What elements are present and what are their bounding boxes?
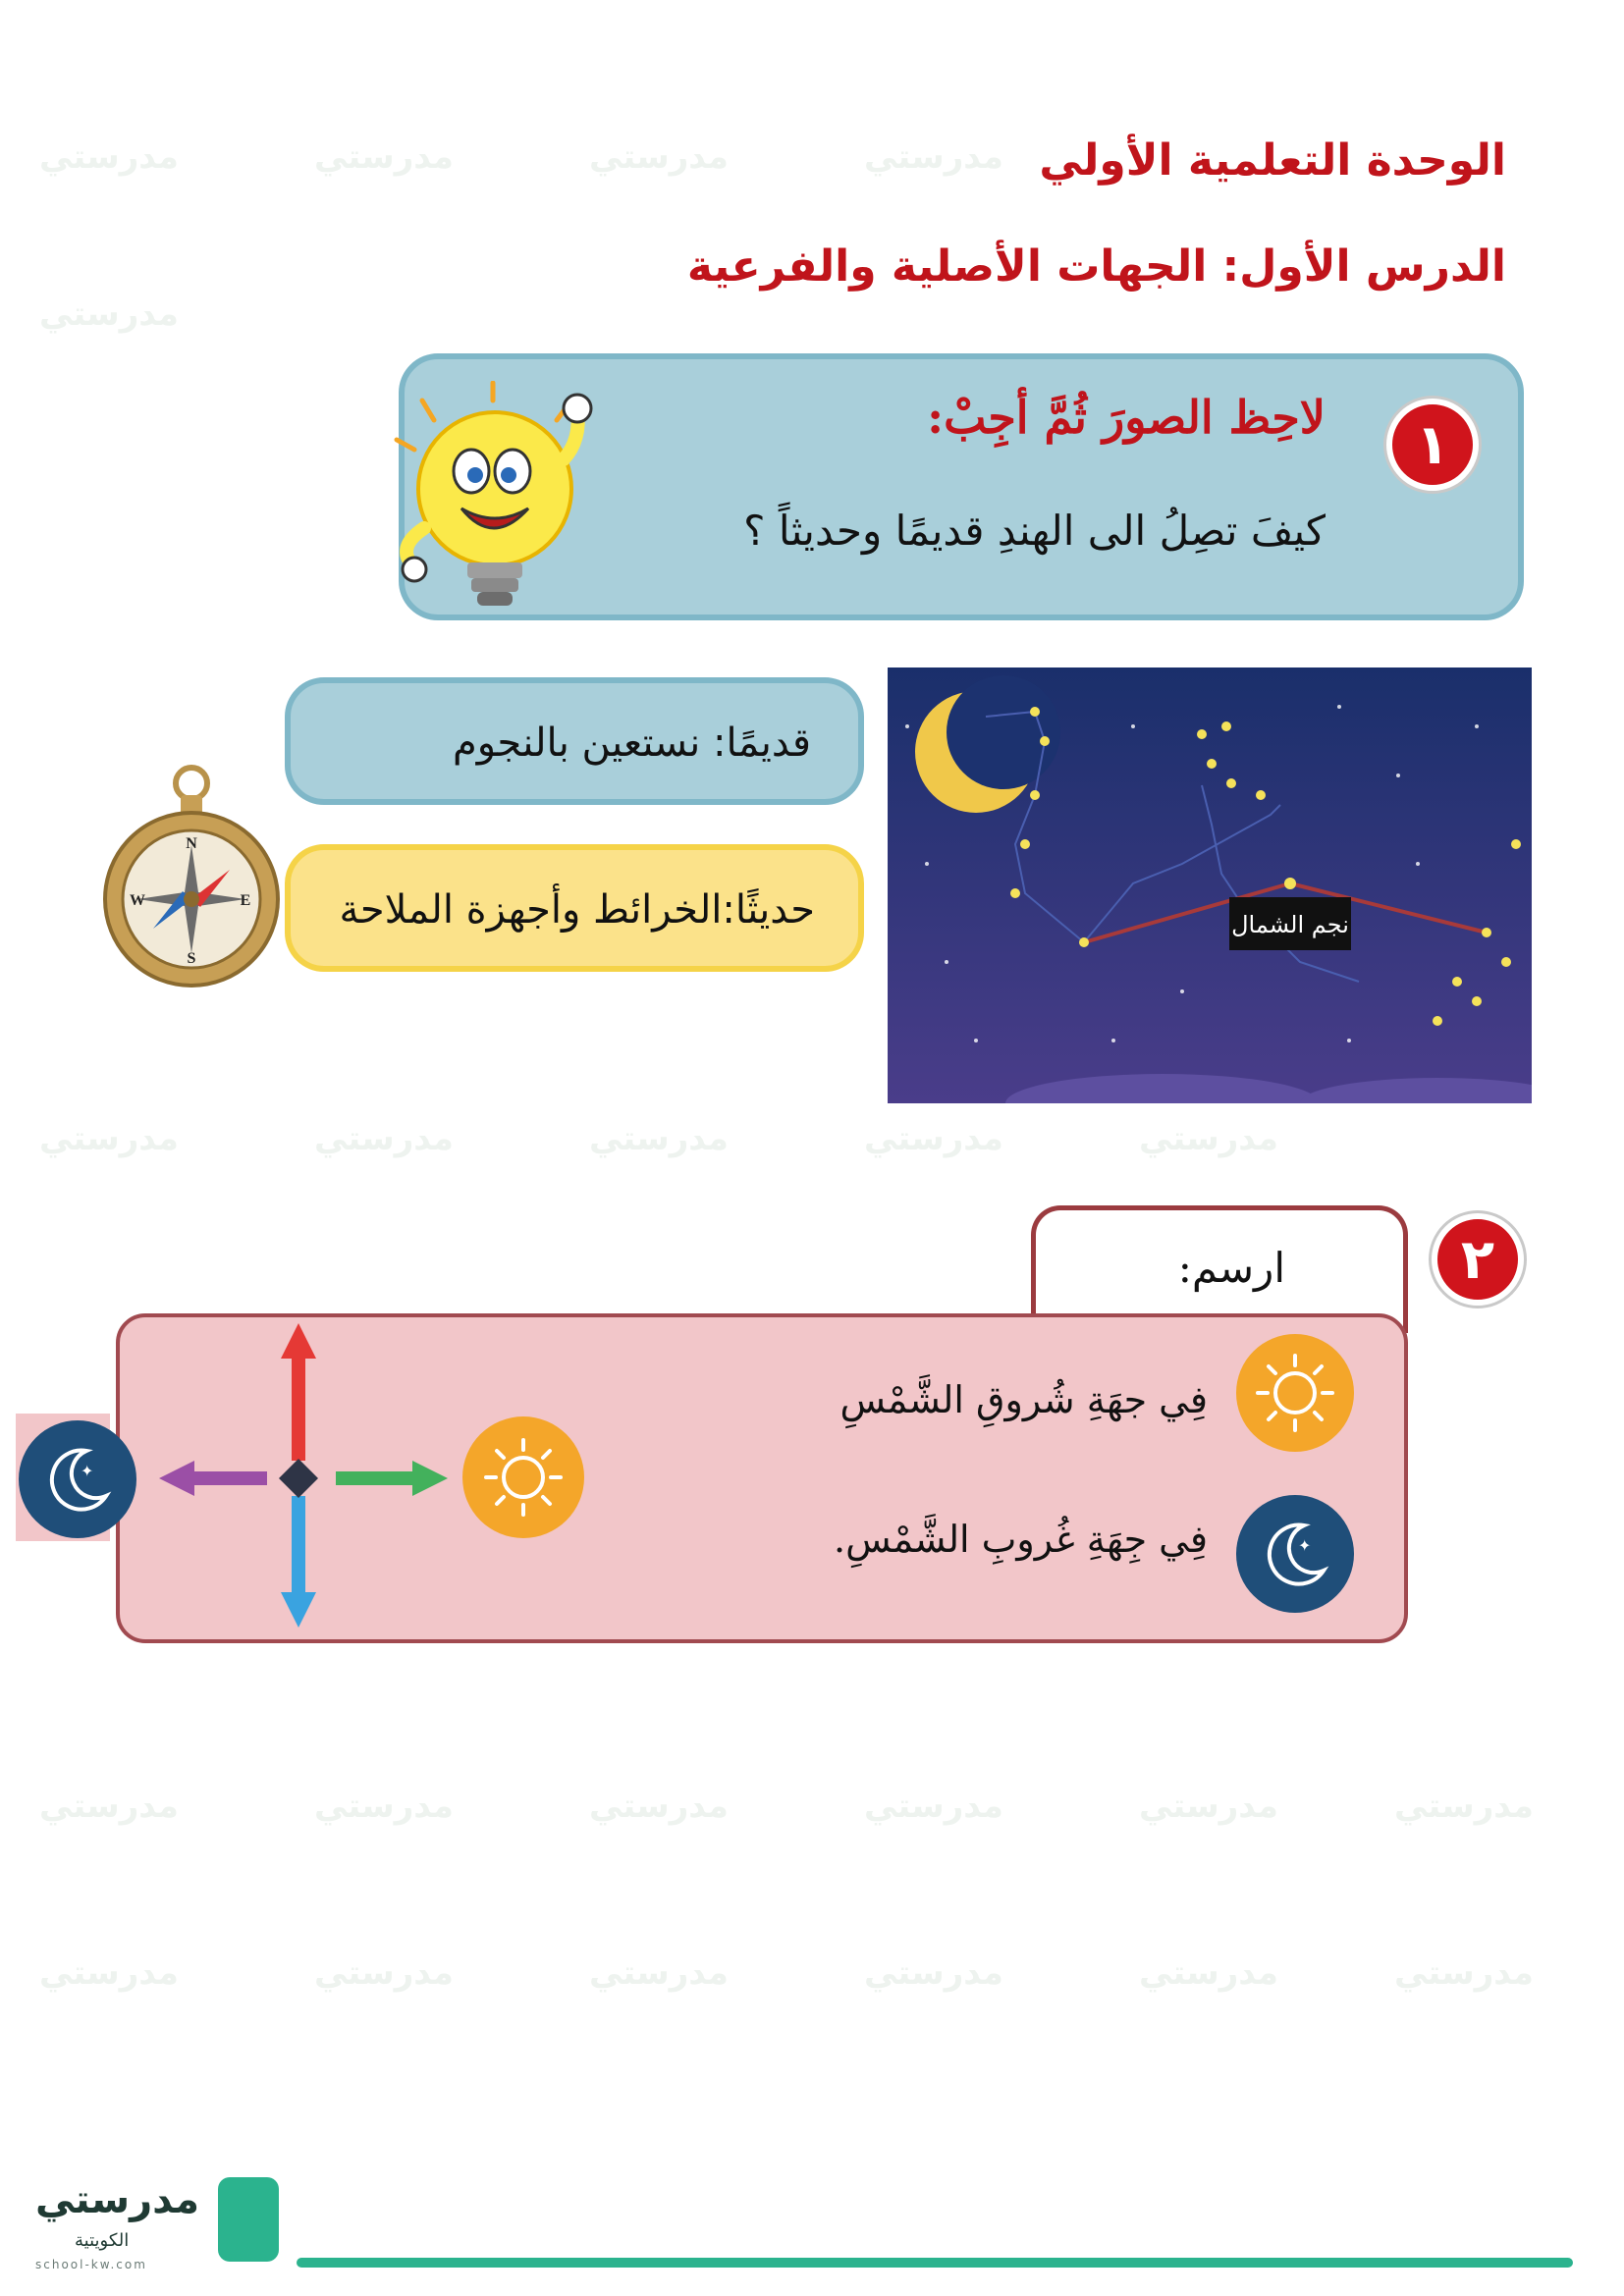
answer-old-box (285, 677, 864, 805)
watermark-text: مدرستي (39, 137, 179, 177)
lightbulb-character-icon (385, 381, 611, 626)
watermark-text: مدرستي (314, 1119, 454, 1158)
sun-icon (1233, 1331, 1357, 1455)
watermark-text: مدرستي (39, 294, 179, 334)
watermark-text: مدرستي (589, 1953, 729, 1993)
watermark-text: مدرستي (589, 1119, 729, 1158)
exercise-number-badge: ٢ (1432, 1213, 1524, 1306)
watermark-text: مدرستي (1139, 1787, 1278, 1826)
unit-title: الوحدة التعلمية الأولي (1039, 135, 1506, 186)
compass-e-label: E (240, 892, 251, 909)
compass-s-label: S (187, 950, 196, 967)
exercise-1-question: كيفَ تصِلُ الى الهندِ قديمًا وحديثاً ؟ (743, 507, 1326, 555)
watermark-text: مدرستي (864, 1787, 1003, 1826)
watermark-text: مدرستي (39, 1787, 179, 1826)
sunrise-row-text: فِي جهَةِ شُروقِ الشَّمْسِ (839, 1378, 1208, 1421)
answer-new-box (285, 844, 864, 972)
sun-icon (460, 1414, 587, 1541)
watermark-text: مدرستي (864, 1953, 1003, 1993)
lesson-title: الدرس الأول: الجهات الأصلية والفرعية (686, 241, 1506, 292)
watermark-text: مدرستي (589, 137, 729, 177)
exercise-1-instruction: لاحِظ الصورَ ثُمَّ أجِبْ: (927, 391, 1326, 444)
arrow-up-icon (281, 1323, 316, 1461)
svg-text:✦: ✦ (1298, 1536, 1312, 1555)
watermark-text: مدرستي (1394, 1787, 1534, 1826)
compass-n-label: N (186, 835, 197, 852)
watermark-text: مدرستي (314, 137, 454, 177)
footer-logo (35, 2177, 281, 2285)
exercise-number-badge: ١ (1386, 399, 1479, 491)
watermark-text: مدرستي (864, 1119, 1003, 1158)
arrow-down-icon (281, 1496, 316, 1628)
logo-subtitle: الكويتية (75, 2230, 130, 2251)
svg-text:✦: ✦ (81, 1462, 94, 1480)
arrow-left-icon (159, 1461, 267, 1496)
watermark-text: مدرستي (314, 1787, 454, 1826)
compass-w-label: W (130, 892, 145, 909)
watermark-text: مدرستي (1139, 1119, 1278, 1158)
logo-url: school-kw.com (35, 2258, 147, 2271)
north-star-label: نجم الشمال (1231, 911, 1349, 938)
watermark-text: مدرستي (1394, 1953, 1534, 1993)
watermark-text: مدرستي (864, 137, 1003, 177)
logo-badge-icon (218, 2177, 279, 2262)
sunset-row-text: فِي جِهَةِ غُروبِ الشَّمْسِ. (834, 1518, 1208, 1561)
moon-icon (16, 1417, 139, 1541)
watermark-text: مدرستي (314, 1953, 454, 1993)
moon-icon (1233, 1492, 1357, 1616)
arrow-right-icon (336, 1461, 448, 1496)
compass-icon (102, 762, 281, 993)
answer-old-text: قديمًا: نستعين بالنجوم (453, 721, 811, 766)
watermark-text: مدرستي (1139, 1953, 1278, 1993)
answer-new-text: حديثًا:الخرائط وأجهزة الملاحة (339, 887, 815, 933)
watermark-text: مدرستي (39, 1119, 179, 1158)
footer-divider (297, 2258, 1573, 2268)
exercise-2-heading: ارسم: (1177, 1244, 1285, 1292)
night-sky-image (888, 667, 1532, 1103)
center-diamond-icon (279, 1459, 318, 1498)
watermark-text: مدرستي (39, 1953, 179, 1993)
logo-text: مدرستي (35, 2177, 200, 2222)
watermark-text: مدرستي (589, 1787, 729, 1826)
